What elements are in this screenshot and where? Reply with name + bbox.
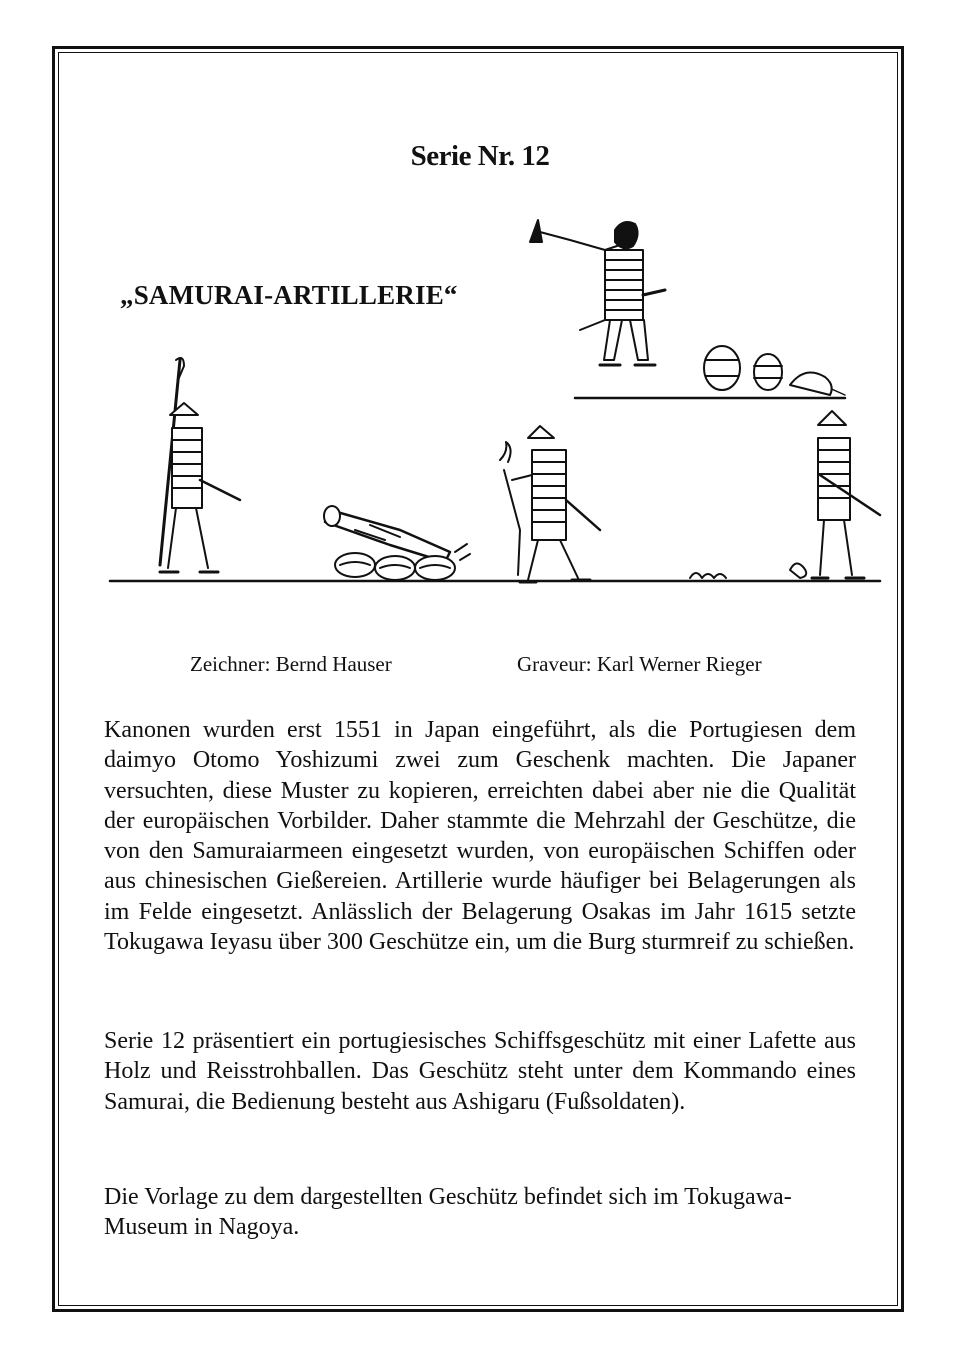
body-paragraph-3 <box>104 1182 856 1243</box>
paragraph-text: Die Vorlage zu dem dargestellten Geschütz befindet sich im Tokugawa-Museum in Nagoya. <box>104 1184 792 1241</box>
body-paragraph-1 <box>104 715 856 957</box>
samurai-commander-figure <box>530 220 665 365</box>
supplies-drawing <box>704 346 832 395</box>
page-title: „SAMURAI-ARTILLERIE“ <box>120 280 458 310</box>
series-title: Serie Nr. 12 <box>410 140 550 172</box>
ashigaru-center-figure <box>500 426 600 582</box>
ashigaru-right-figure <box>812 411 880 578</box>
body-paragraph-2 <box>104 1026 856 1117</box>
samurai-artillery-illustration <box>100 200 900 610</box>
debris-drawing <box>690 563 806 578</box>
credit-draftsman: Zeichner: Bernd Hauser <box>190 652 392 676</box>
credit-engraver: Graveur: Karl Werner Rieger <box>517 652 762 676</box>
ashigaru-left-figure <box>160 358 240 572</box>
cannon-drawing <box>324 506 470 580</box>
paragraph-text: Serie 12 präsentiert ein portugiesisches Schiffsgeschütz mit einer Lafette aus Holz und Reisstrohballen. Das Geschütz steht unter dem Kommando eines Samurai, die Bedienung besteht aus Ashigaru (Fußsoldaten). <box>104 1028 856 1115</box>
paragraph-text: Kanonen wurden erst 1551 in Japan eingeführt, als die Portugiesen dem daimyo Otomo Yoshizumi zwei zum Geschenk machten. Die Japaner versuchten, diese Muster zu kopieren, erreichten dabei aber nie die Qualität der europäischen Vorbilder. Daher stammte die Mehrzahl der Geschütze, die von den Samuraiarmeen eingesetzt wurden, von europäischen Schiffen oder aus chinesischen Gießereien. Artillerie wurde häufiger bei Belagerungen als im Felde eingesetzt. Anlässlich der Belagerung Osakas im Jahr 1615 setzte Tokugawa Ieyasu über 300 Geschütze ein, um die Burg sturmreif zu schießen. <box>104 717 856 956</box>
